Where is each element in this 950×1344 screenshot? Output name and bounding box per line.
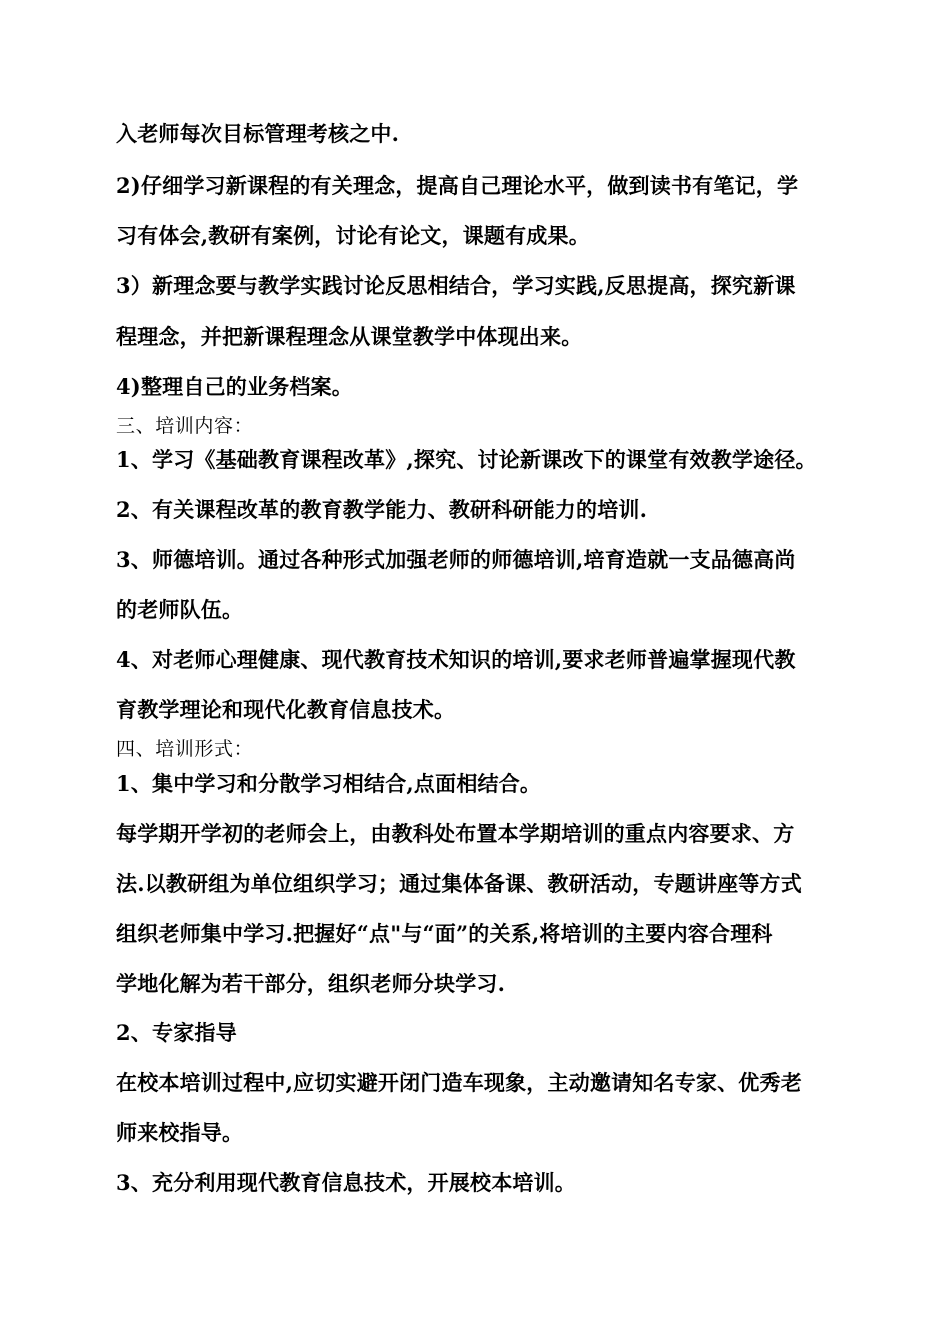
text-line: 法.以教研组为单位组织学习；通过集体备课、教研活动，专题讲座等方式	[116, 871, 802, 896]
section-heading: 三、培训内容：	[116, 415, 254, 437]
text-line: 1、学习《基础教育课程改革》,探究、讨论新课改下的课堂有效教学途径。	[116, 447, 817, 472]
text-line: 习有体会,教研有案例，讨论有论文，课题有成果。	[116, 223, 590, 248]
text-line: 3、师德培训。通过各种形式加强老师的师德培训,培育造就一支品德高尚	[116, 547, 796, 572]
text-line: 师来校指导。	[116, 1120, 244, 1145]
text-line: 4、对老师心理健康、现代教育技术知识的培训,要求老师普遍掌握现代教	[116, 647, 796, 672]
text-line: 3）新理念要与教学实践讨论反思相结合，学习实践,反思提高，探究新课	[116, 273, 796, 298]
text-line: 程理念，并把新课程理念从课堂教学中体现出来。	[116, 324, 583, 349]
text-line: 3、充分利用现代教育信息技术，开展校本培训。	[116, 1170, 577, 1195]
text-line: 2)仔细学习新课程的有关理念，提高自己理论水平，做到读书有笔记，学	[116, 173, 799, 198]
text-line: 在校本培训过程中,应切实避开闭门造车现象，主动邀请知名专家、优秀老	[116, 1070, 802, 1095]
section-heading: 四、培训形式：	[116, 738, 254, 760]
text-line: 学地化解为若干部分，组织老师分块学习.	[116, 971, 506, 996]
text-line: 2、专家指导	[116, 1020, 237, 1045]
text-line: 2、有关课程改革的教育教学能力、教研科研能力的培训.	[116, 497, 648, 522]
text-line: 4)整理自己的业务档案。	[116, 374, 353, 399]
text-line: 每学期开学初的老师会上，由教科处布置本学期培训的重点内容要求、方	[116, 821, 795, 846]
text-line: 入老师每次目标管理考核之中.	[116, 121, 400, 146]
text-line: 组织老师集中学习.把握好“点"与“面”的关系,将培训的主要内容合理科	[116, 921, 773, 946]
text-line: 育教学理论和现代化教育信息技术。	[116, 697, 456, 722]
text-line: 的老师队伍。	[116, 597, 244, 622]
text-line: 1、集中学习和分散学习相结合,点面相结合。	[116, 771, 542, 796]
